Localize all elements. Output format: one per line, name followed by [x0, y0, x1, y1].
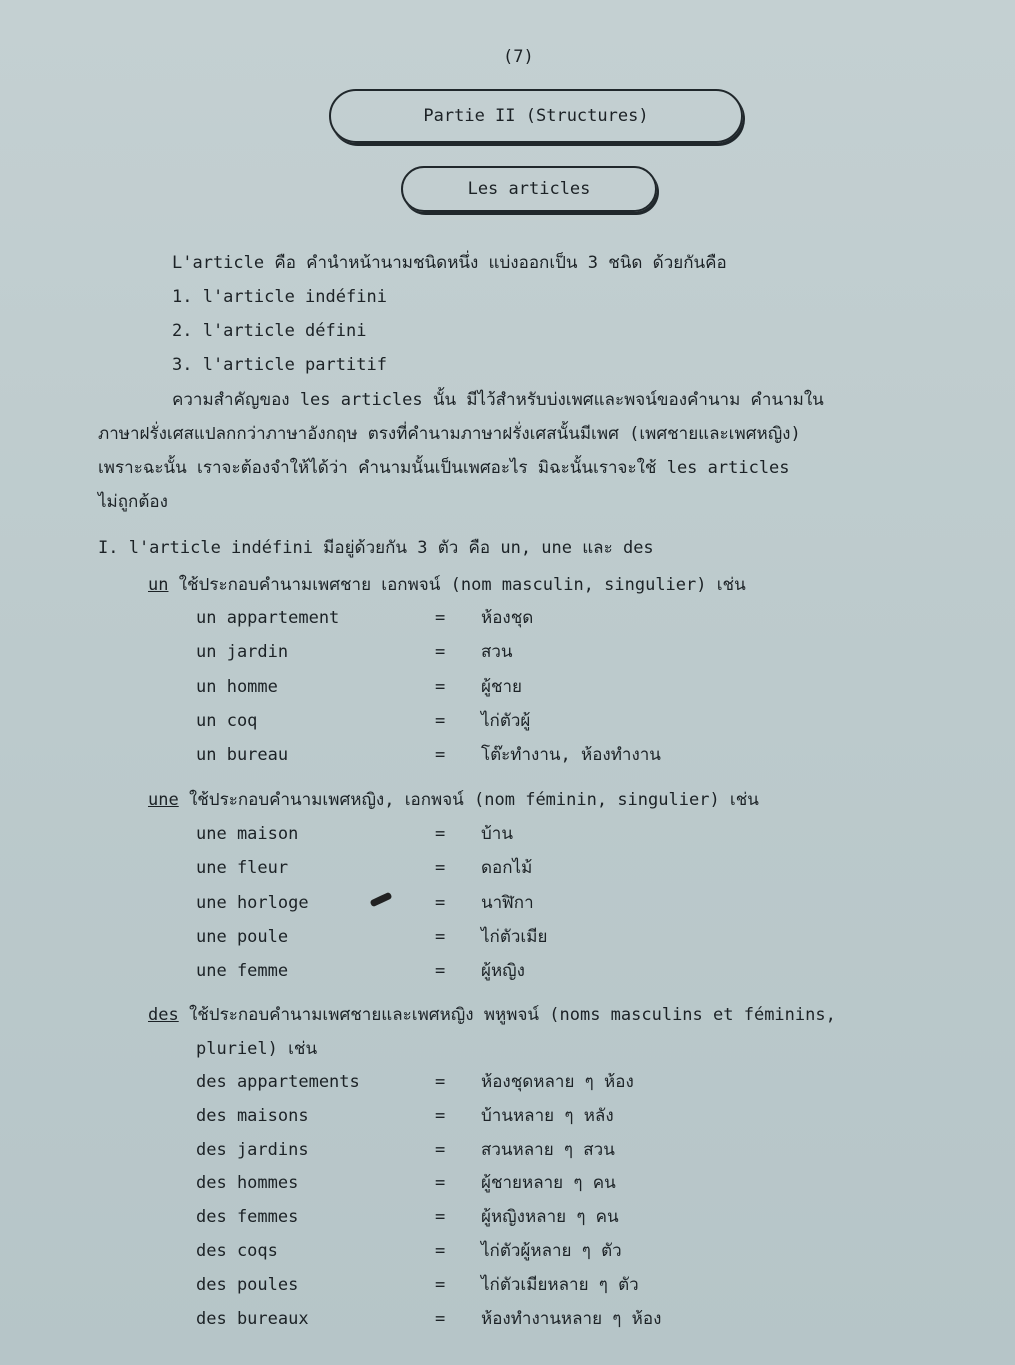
equals-sign: = [435, 676, 446, 697]
part-title: Partie II (Structures) [423, 106, 649, 126]
french-word: des poules [196, 1274, 299, 1295]
equals-sign: = [435, 1173, 446, 1194]
thai-translation: ไก่ตัวเมีย [481, 926, 548, 947]
french-word: une maison [196, 824, 299, 844]
french-word: un jardin [196, 642, 289, 663]
page-number: (7) [503, 47, 534, 67]
section-title-box [401, 166, 657, 212]
equals-sign: = [435, 1308, 446, 1329]
french-word: un coq [196, 710, 258, 731]
french-word: un bureau [196, 745, 289, 766]
des-description: ใช้ประกอบคำนามเพศชายและเพศหญิง พหูพจน์ (noms masculins et féminins, [178, 1005, 836, 1025]
french-word: un appartement [196, 608, 340, 628]
thai-translation: ดอกไม้ [481, 858, 533, 879]
equals-sign: = [435, 608, 446, 628]
equals-sign: = [435, 1139, 446, 1160]
french-word: des maisons [196, 1105, 309, 1126]
french-word: une fleur [196, 858, 289, 879]
thai-translation: ผู้หญิง [481, 961, 525, 982]
paragraph-line-4: ไม่ถูกต้อง [98, 492, 168, 512]
thai-translation: ห้องทำงานหลาย ๆ ห้อง [481, 1308, 662, 1329]
thai-translation: ผู้ชายหลาย ๆ คน [481, 1173, 616, 1194]
french-word: des jardins [196, 1139, 309, 1160]
des-label: des [148, 1005, 179, 1025]
equals-sign: = [435, 824, 446, 844]
list-item-1: 1. l'article indéfini [172, 287, 387, 307]
french-word: une femme [196, 961, 289, 982]
thai-translation: ผู้หญิงหลาย ๆ คน [481, 1207, 619, 1228]
french-word: des appartements [196, 1072, 360, 1092]
equals-sign: = [435, 892, 446, 913]
french-word: des bureaux [196, 1308, 309, 1329]
intro-line: L'article คือ คำนำหน้านามชนิดหนึ่ง แบ่งออกเป็น 3 ชนิด ด้วยกันคือ [172, 253, 727, 273]
thai-translation: โต๊ะทำงาน, ห้องทำงาน [481, 745, 661, 766]
pen-mark [370, 892, 393, 908]
equals-sign: = [435, 1274, 446, 1295]
french-word: une horloge [196, 892, 309, 913]
thai-translation: ผู้ชาย [481, 676, 523, 697]
thai-translation: ห้องชุดหลาย ๆ ห้อง [481, 1072, 634, 1092]
list-item-3: 3. l'article partitif [172, 355, 387, 375]
une-description: ใช้ประกอบคำนามเพศหญิง, เอกพจน์ (nom féminin, singulier) เช่น [178, 790, 759, 810]
french-word: des hommes [196, 1173, 299, 1194]
equals-sign: = [435, 1207, 446, 1228]
un-description: ใช้ประกอบคำนามเพศชาย เอกพจน์ (nom masculin, singulier) เช่น [168, 575, 746, 595]
equals-sign: = [435, 926, 446, 947]
paragraph-line-2: ภาษาฝรั่งเศสแปลกกว่าภาษาอังกฤษ ตรงที่คำนามภาษาฝรั่งเศสนั้นมีเพศ (เพศชายและเพศหญิง) [98, 424, 801, 444]
french-word: une poule [196, 926, 289, 947]
thai-translation: ห้องชุด [481, 608, 534, 628]
une-intro [148, 789, 759, 811]
thai-translation: สวน [481, 642, 513, 663]
thai-translation: สวนหลาย ๆ สวน [481, 1139, 615, 1160]
thai-translation: บ้าน [481, 824, 513, 844]
french-word: des coqs [196, 1241, 278, 1261]
french-word: des femmes [196, 1207, 299, 1228]
french-word: un homme [196, 676, 278, 697]
des-intro [148, 1004, 836, 1026]
equals-sign: = [435, 961, 446, 982]
une-label: une [148, 790, 179, 810]
thai-translation: บ้านหลาย ๆ หลัง [481, 1105, 614, 1126]
thai-translation: ไก่ตัวผู้ [481, 710, 531, 731]
thai-translation: นาฬิกา [481, 892, 534, 913]
part-title-box [329, 89, 743, 143]
paragraph-line-1: ความสำคัญของ les articles นั้น มีไว้สำหรับบ่งเพศและพจน์ของคำนาม คำนามใน [172, 390, 824, 410]
list-item-2: 2. l'article défini [172, 321, 367, 341]
un-label: un [148, 575, 169, 595]
des-description-cont: pluriel) เช่น [196, 1039, 318, 1059]
equals-sign: = [435, 1072, 446, 1092]
equals-sign: = [435, 642, 446, 663]
section-title: Les articles [467, 179, 591, 199]
thai-translation: ไก่ตัวเมียหลาย ๆ ตัว [481, 1274, 639, 1295]
section-i-heading: I. l'article indéfini มีอยู่ด้วยกัน 3 ตัว คือ un, une และ des [98, 538, 654, 558]
paragraph-line-3: เพราะฉะนั้น เราจะต้องจำให้ได้ว่า คำนามนั้นเป็นเพศอะไร มิฉะนั้นเราจะใช้ les articles [98, 458, 790, 478]
un-intro [148, 574, 746, 596]
equals-sign: = [435, 1241, 446, 1261]
equals-sign: = [435, 710, 446, 731]
equals-sign: = [435, 1105, 446, 1126]
equals-sign: = [435, 745, 446, 766]
thai-translation: ไก่ตัวผู้หลาย ๆ ตัว [481, 1241, 622, 1261]
equals-sign: = [435, 858, 446, 879]
